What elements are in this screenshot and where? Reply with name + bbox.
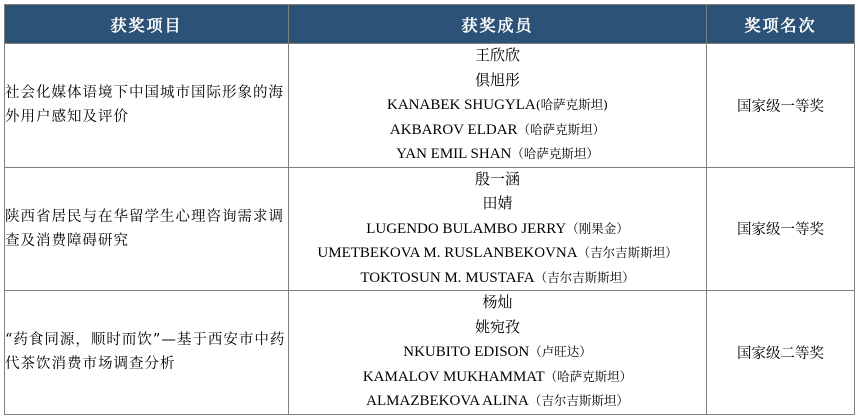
table-row bbox=[5, 167, 855, 291]
member bbox=[289, 93, 706, 118]
table-row bbox=[5, 44, 855, 168]
member-name: TOKTOSUN M. MUSTAFA bbox=[360, 269, 535, 286]
project-name: “药食同源，顺时而饮”—基于西安市中药代茶饮消费市场调查分析 bbox=[5, 291, 289, 415]
header-project: 获奖项目 bbox=[5, 5, 289, 44]
member bbox=[289, 291, 706, 316]
member-name: 殷一涵 bbox=[474, 171, 520, 188]
member-name: KAMALOV MUKHAMMAT bbox=[362, 368, 545, 385]
member-nationality: （刚果金） bbox=[566, 220, 629, 236]
member-nationality: （卢旺达） bbox=[529, 344, 592, 359]
member-nationality: （吉尔吉斯斯坦） bbox=[577, 245, 678, 260]
member-nationality: （吉尔吉斯斯坦） bbox=[528, 393, 629, 408]
member-name: 田婧 bbox=[482, 196, 513, 212]
member bbox=[289, 266, 706, 291]
award-rank: 国家级一等奖 bbox=[707, 167, 855, 291]
member-list bbox=[289, 44, 707, 168]
member-nationality: （哈萨克斯坦） bbox=[511, 146, 599, 161]
member-list bbox=[289, 167, 707, 291]
member bbox=[289, 389, 706, 414]
member bbox=[289, 217, 706, 242]
header-row bbox=[5, 5, 855, 44]
table-row bbox=[5, 291, 855, 415]
member-nationality: （哈萨克斯坦） bbox=[544, 368, 633, 384]
member bbox=[289, 142, 706, 167]
member-name: 姚宛孜 bbox=[474, 319, 520, 336]
member-name: 杨灿 bbox=[482, 295, 513, 311]
member bbox=[289, 241, 706, 266]
member-name: NKUBITO EDISON bbox=[403, 344, 530, 360]
member-list bbox=[289, 291, 707, 415]
member-name: 俱旭彤 bbox=[474, 72, 520, 89]
header-members: 获奖成员 bbox=[289, 5, 707, 44]
member-nationality: (哈萨克斯坦) bbox=[535, 97, 608, 112]
member-name: KANABEK SHUGYLA bbox=[386, 97, 536, 113]
member-nationality: （哈萨克斯坦） bbox=[517, 121, 606, 137]
member bbox=[289, 316, 706, 341]
header-rank: 奖项名次 bbox=[707, 5, 855, 44]
member bbox=[289, 168, 706, 193]
member-name: 王欣欣 bbox=[474, 48, 520, 64]
member bbox=[289, 365, 706, 390]
member bbox=[289, 69, 706, 94]
project-name: 陕西省居民与在华留学生心理咨询需求调查及消费障碍研究 bbox=[5, 167, 289, 291]
member-name: YAN EMIL SHAN bbox=[396, 146, 512, 162]
award-rank: 国家级一等奖 bbox=[707, 44, 855, 168]
member-nationality: （吉尔吉斯斯坦） bbox=[534, 269, 635, 285]
member bbox=[289, 118, 706, 143]
member-name: ALMAZBEKOVA ALINA bbox=[366, 393, 529, 409]
member bbox=[289, 192, 706, 217]
awards-table bbox=[4, 4, 855, 415]
member-name: AKBAROV ELDAR bbox=[389, 121, 518, 138]
member bbox=[289, 44, 706, 69]
member-name: LUGENDO BULAMBO JERRY bbox=[366, 220, 567, 237]
award-rank: 国家级二等奖 bbox=[707, 291, 855, 415]
project-name: 社会化媒体语境下中国城市国际形象的海外用户感知及评价 bbox=[5, 44, 289, 168]
member bbox=[289, 340, 706, 365]
member-name: UMETBEKOVA M. RUSLANBEKOVNA bbox=[317, 245, 578, 261]
awards-table-wrapper bbox=[4, 4, 854, 415]
